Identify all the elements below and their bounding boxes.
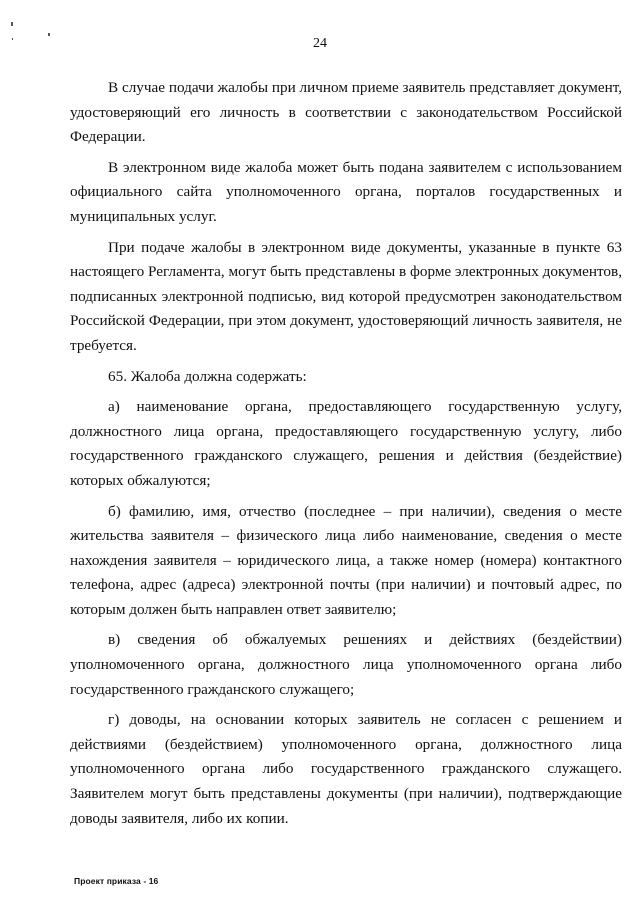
paragraph-complaint-contents-heading: 65. Жалоба должна содержать: xyxy=(108,367,307,385)
page-number: 24 xyxy=(313,36,327,51)
paragraph-item-b: б) фамилию, имя, отчество (последнее – при наличии), сведения о месте жительства заявителя – физического лица либо наименование, сведения о месте нахождения заявителя – юридического лица, а также номер (номера) контактного телефона, адрес (адреса) электронной почты (при наличии) и почтовый адрес, по которым должен быть направлен ответ заявителю; xyxy=(70,502,622,618)
scan-speck xyxy=(11,22,13,26)
paragraph-electronic-documents: При подаче жалобы в электронном виде документы, указанные в пункте 63 настоящего Регламента, могут быть представлены в форме электронных документов, подписанных электронной подписью, вид которой предусмотрен законодательством Российской Федерации, при этом документ, удостоверяющий личность заявителя, не требуется. xyxy=(70,238,622,354)
document-body xyxy=(70,76,622,837)
paragraph-electronic-submission: В электронном виде жалоба может быть подана заявителем с использованием официального сайта уполномоченного органа, порталов государственных и муниципальных услуг. xyxy=(70,158,622,225)
paragraph-personal-submission: В случае подачи жалобы при личном приеме заявитель представляет документ, удостоверяющий его личность в соответствии с законодательством Российской Федерации. xyxy=(70,79,622,146)
footer-note: Проект приказа - 16 xyxy=(74,876,159,886)
paragraph-item-g: г) доводы, на основании которых заявитель не согласен с решением и действиями (бездействием) уполномоченного органа, должностного лица уполномоченного органа либо государственного гражданского служащего. Заявителем могут быть представлены документы (при наличии), подтверждающие доводы заявителя, либо их копии. xyxy=(70,711,622,827)
paragraph-item-a: а) наименование органа, предоставляющего государственную услугу, должностного лица органа, предоставляющего государственную услугу, либо государственного гражданского служащего, решения и действия (бездействие) которых обжалуются; xyxy=(70,398,622,489)
paragraph-item-v: в) сведения об обжалуемых решениях и действиях (бездействии) уполномоченного органа, должностного лица уполномоченного органа либо государственного гражданского служащего; xyxy=(70,631,622,698)
